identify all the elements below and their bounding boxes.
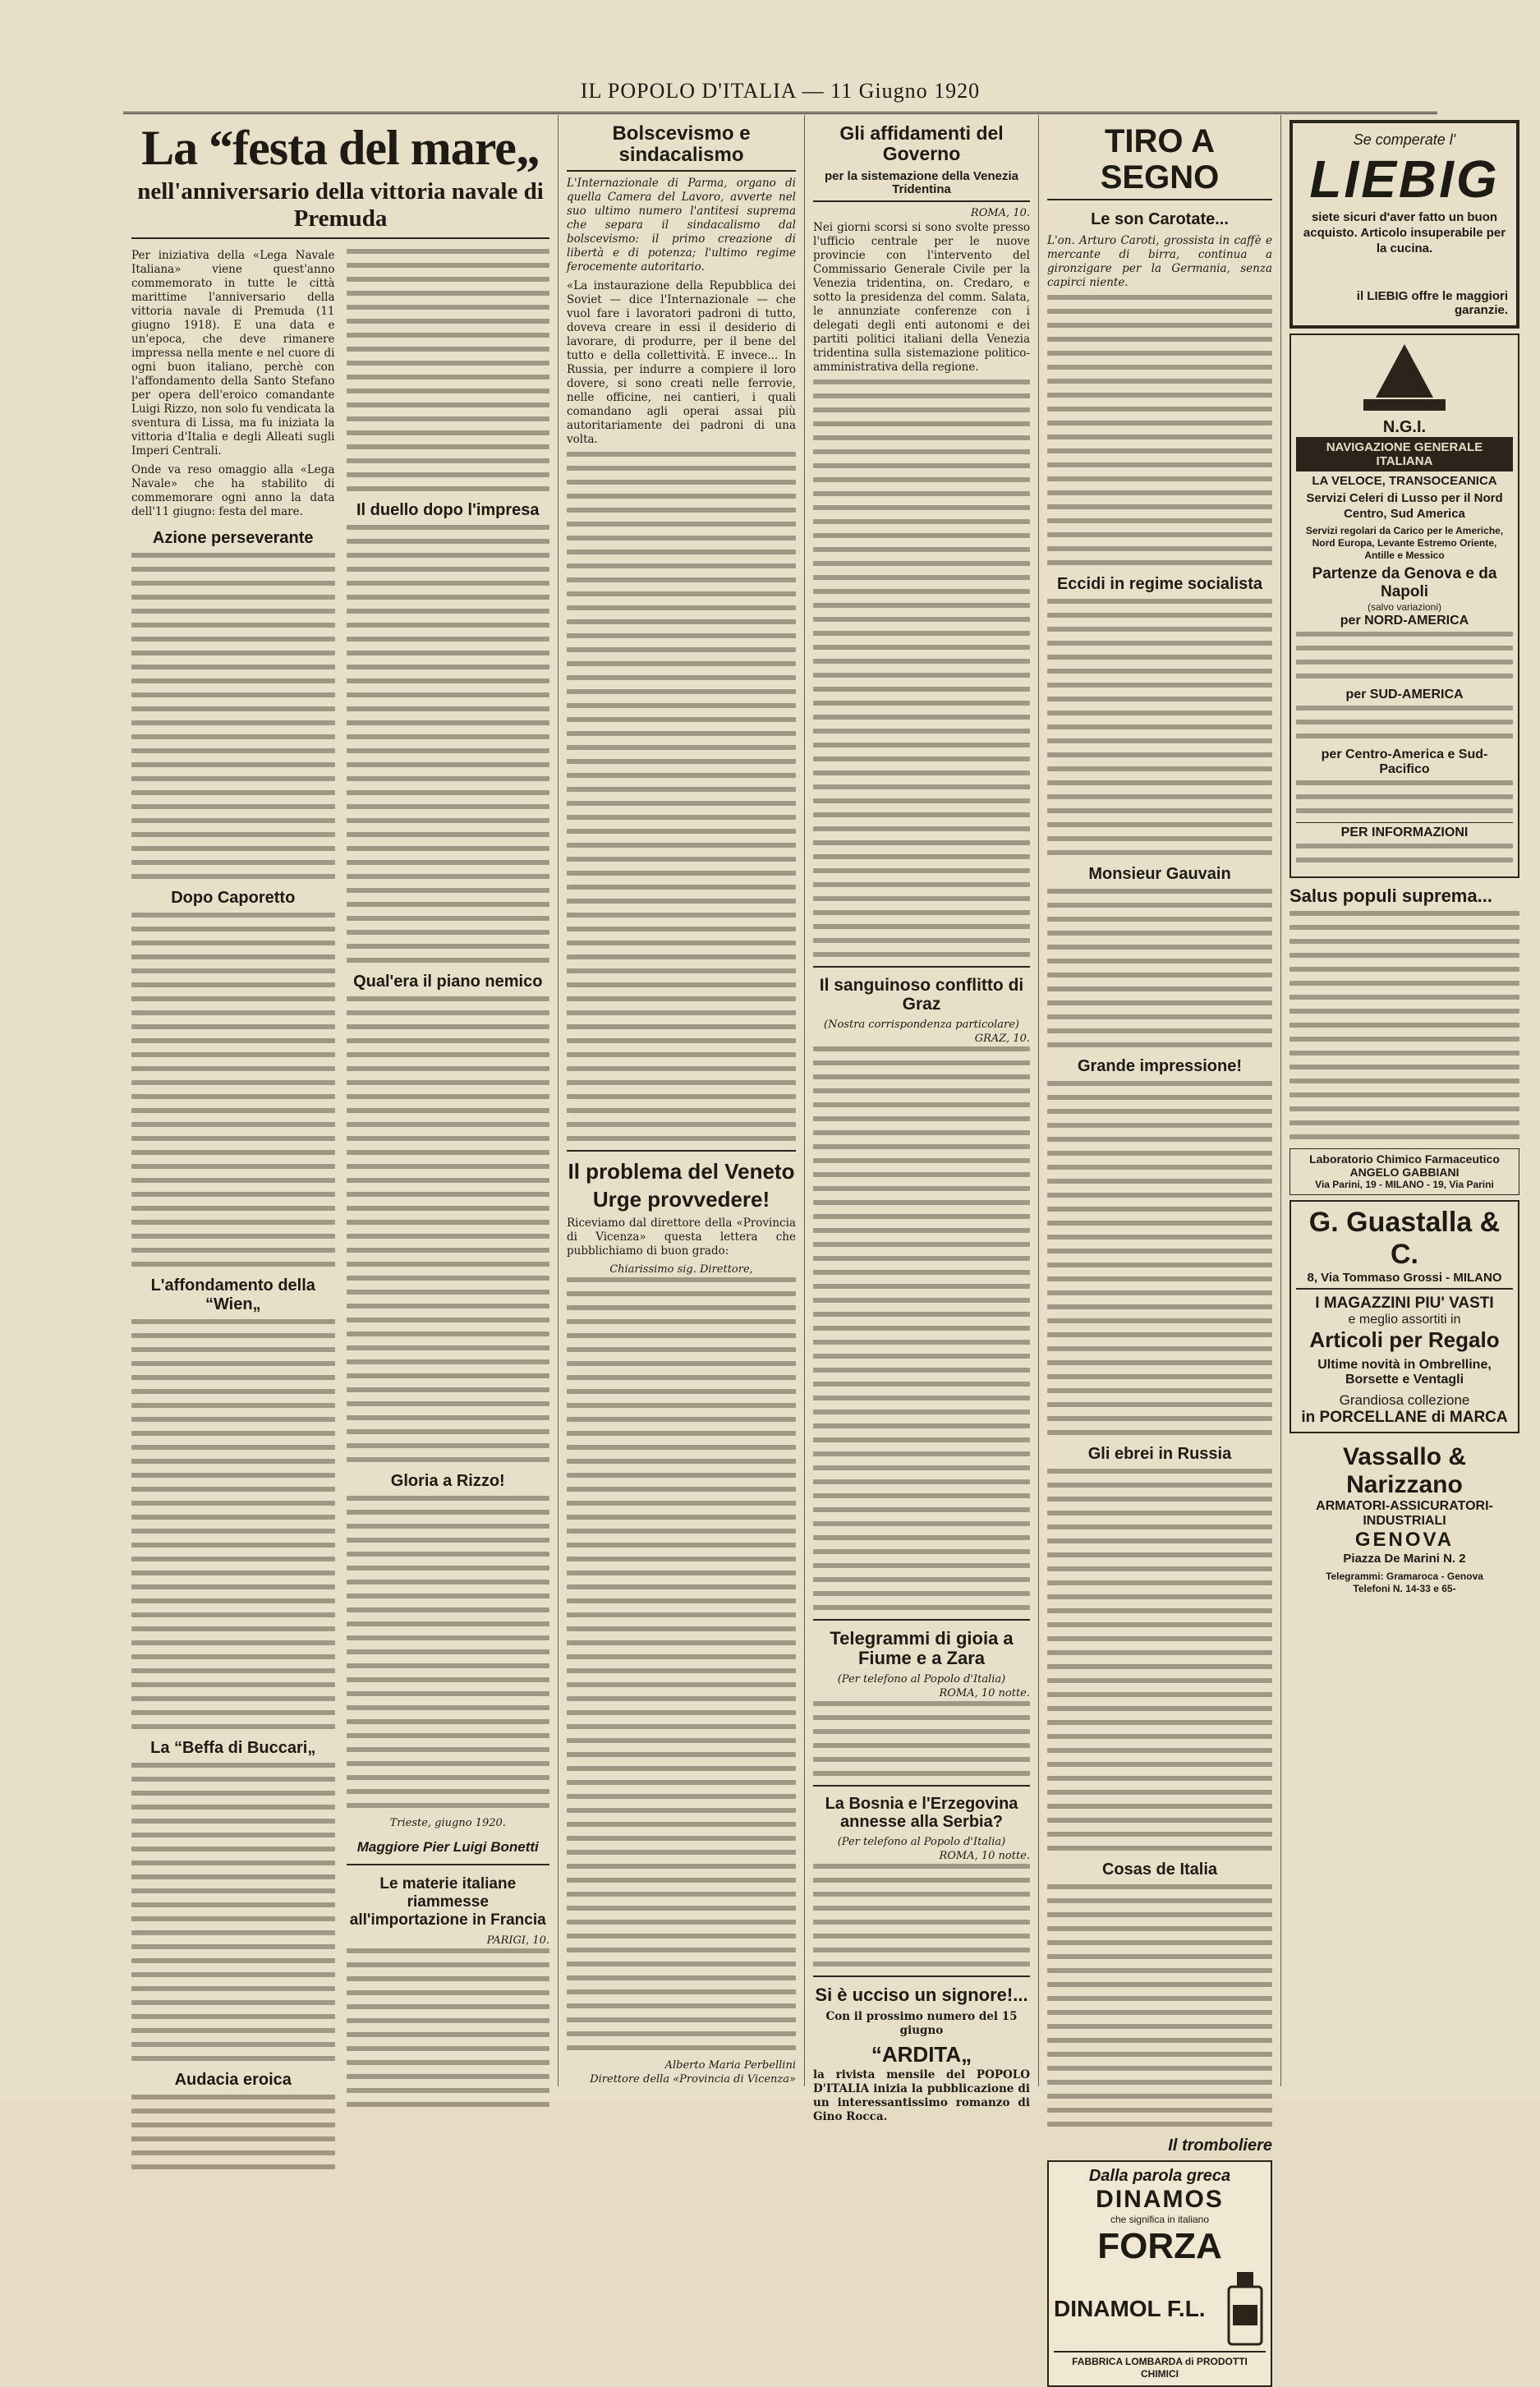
bottle-icon	[1225, 2272, 1266, 2346]
text-block	[347, 1496, 550, 1808]
article-premuda-body	[131, 249, 549, 2178]
ngi-nord-america: per NORD-AMERICA	[1340, 614, 1469, 628]
premuda-intro2: Onde va reso omaggio alla «Lega Navale» che ha stabilito di commemorare ogni anno la data dell'11 giugno: festa del mare.	[131, 463, 335, 518]
salus-title: Salus populi suprema...	[1289, 885, 1492, 906]
graz-dateline: GRAZ, 10.	[974, 1032, 1030, 1045]
guastalla-l2: e meglio assortiti in	[1348, 1313, 1461, 1327]
subheadline-urge-provvedere: Urge provvedere!	[592, 1187, 770, 1212]
section-piano-nemico: Qual'era il piano nemico	[353, 973, 543, 991]
dinamol-brand: DINAMOS	[1096, 2186, 1224, 2213]
liebig-text: siete sicuri d'aver fatto un buon acquisto. Articolo insuperabile per la cucina.	[1303, 210, 1506, 255]
carotate-body: L'on. Arturo Caroti, grossista in caffè e mercante di birra, continua a gironzigare per la Germania, senza capirci niente.	[1047, 234, 1272, 289]
gabbiani-lab: Laboratorio Chimico Farmaceutico	[1309, 1152, 1500, 1166]
text-block	[131, 1319, 335, 1729]
section-monsieur-gauvain: Monsieur Gauvain	[1088, 865, 1231, 883]
vassallo-name: Vassallo & Narizzano	[1342, 1443, 1467, 1499]
headline-si-e-ucciso: Si è ucciso un signore!...	[815, 1985, 1028, 2006]
ngi-service-2: Servizi regolari da Carico per le Americhe, Nord Europa, Levante Estremo Oriente, Antille e Messico	[1305, 525, 1504, 561]
text-block	[131, 553, 335, 879]
section-beffa-di-buccari: La “Beffa di Buccari„	[150, 1739, 316, 1757]
masthead: IL POPOLO D'ITALIA — 11 Giugno 1920	[123, 79, 1437, 114]
ngi-service-1: Servizi Celeri di Lusso per il Nord Centro, Sud America	[1306, 491, 1503, 521]
ngi-logo: N.G.I.	[1382, 418, 1427, 436]
text-block	[813, 1701, 1030, 1776]
ad-dinamol	[1047, 2160, 1272, 2387]
text-block	[813, 1864, 1030, 1966]
telegrammi-note: (Per telefono al Popolo d'Italia)	[837, 1673, 1006, 1686]
affidamenti-body: Nei giorni scorsi si sono svolte presso l'ufficio centrale per le nuove provincie con l'intervento del Commissario Generale Civile per la Venezia tridentina, on. Credaro, e sotto la presidenza del comm. Salata, le annunziate conferenze con i delegati degli enti autonomi e dei partiti politici italiani della Venezia tridentina sulla sistemazione politico-amministrativa della regione.	[813, 220, 1030, 374]
text-block	[567, 1277, 796, 2050]
telegrammi-dateline: ROMA, 10 notte.	[939, 1687, 1030, 1700]
ad-gabbiani	[1289, 1148, 1519, 1195]
column-advertising	[1281, 115, 1528, 2086]
column-affidamenti	[805, 115, 1039, 2123]
graz-note: (Nostra corrispondenza particolare)	[824, 1018, 1019, 1031]
column-bolscevismo	[559, 115, 805, 2086]
ngi-name: NAVIGAZIONE GENERALE ITALIANA	[1296, 437, 1513, 471]
section-audacia-eroica: Audacia eroica	[174, 2071, 292, 2089]
bosnia-dateline: ROMA, 10 notte.	[939, 1850, 1030, 1863]
text-block	[1047, 1884, 1272, 2127]
headline-conflitto-graz: Il sanguinoso conflitto di Graz	[819, 975, 1024, 1014]
bosnia-note: (Per telefono al Popolo d'Italia)	[837, 1836, 1006, 1849]
premuda-signature-place: Trieste, giugno 1920.	[389, 1817, 506, 1829]
dinamol-mid: che significa in italiano	[1110, 2214, 1210, 2225]
ngi-partenze-note: (salvo variazioni)	[1367, 601, 1442, 613]
text-block	[1047, 1469, 1272, 1851]
column-tiro-a-segno	[1039, 115, 1281, 2380]
ad-ngi	[1289, 333, 1519, 878]
ship-flag-icon	[1355, 340, 1454, 414]
premuda-intro: Per iniziativa della «Lega Navale Italiana» viene quest'anno commemorato in tutte le città marittime l'anniversario della vittoria navale di Premuda (11 giugno 1918). E una data e un'epoca, che deve rimanere impressa nella mente e nel cuore di ogni buon italiano, perchè con l'affondamento della Santo Stefano per opera dell'eroico comandante Luigi Rizzo, non solo fu vendicata la sventura di Lissa, ma fu iniziata la vittoria d'Italia e degli Alleati sugli Imperi Centrali.	[131, 249, 335, 458]
dinamol-top: Dalla parola greca	[1088, 2167, 1231, 2185]
bolscevismo-body: «La instaurazione della Repubblica dei Soviet — dice l'Internazionale — che vuol fare i lavoratori padroni di tutto, doveva creare in essi il desiderio di lavorare, di produrre, per il bene del tutto e della collettività. E invece... In Russia, per indurre a compiere il loro dovere, si sono creati nelle ferrovie, nelle officine, nei cantieri, i quali comandano agli operai assai più autoritariamente dei padroni di una volta.	[567, 278, 796, 446]
text-block	[131, 1763, 335, 2061]
headline-telegrammi-gioia: Telegrammi di gioia a Fiume e a Zara	[830, 1627, 1014, 1668]
guastalla-l3: Articoli per Regalo	[1309, 1327, 1500, 1353]
ardita-intro: Con il prossimo numero del 15 giugno	[825, 2010, 1018, 2038]
guastalla-l1: I MAGAZZINI PIU' VASTI	[1315, 1295, 1494, 1313]
dinamol-bottom: FABBRICA LOMBARDA di PRODOTTI CHIMICI	[1054, 2351, 1266, 2380]
text-block	[813, 1046, 1030, 1610]
ngi-partenze: Partenze da Genova e da Napoli	[1312, 565, 1497, 600]
headline-bolscevismo: Bolscevismo e sindacalismo	[567, 123, 796, 172]
guastalla-name: G. Guastalla & C.	[1308, 1207, 1501, 1271]
text-block	[347, 996, 550, 1462]
materie-dateline: PARIGI, 10.	[486, 1934, 549, 1947]
section-ebrei-in-russia: Gli ebrei in Russia	[1087, 1445, 1232, 1463]
section-grande-impressione: Grande impressione!	[1077, 1057, 1243, 1075]
gabbiani-name: ANGELO GABBIANI	[1349, 1166, 1460, 1180]
section-cosas-de-italia: Cosas de Italia	[1101, 1860, 1218, 1879]
section-gloria-a-rizzo: Gloria a Rizzo!	[390, 1472, 505, 1490]
liebig-brand: LIEBIG	[1309, 149, 1500, 209]
liebig-top: Se comperate l'	[1353, 131, 1456, 148]
ngi-sub: LA VELOCE, TRANSOCEANICA	[1312, 474, 1497, 488]
subheadline-venezia-tridentina: per la sistemazione della Venezia Tridentina	[813, 170, 1030, 202]
section-affondamento-wien: L'affondamento della “Wien„	[150, 1276, 315, 1313]
veneto-salute: Chiarissimo sig. Direttore,	[609, 1262, 753, 1276]
headline-bosnia-erzegovina: La Bosnia e l'Erzegovina annesse alla Serbia?	[825, 1795, 1018, 1832]
text-block	[1047, 599, 1272, 855]
dinamol-forza: FORZA	[1097, 2226, 1222, 2266]
vassallo-sub: ARMATORI-ASSICURATORI-INDUSTRIALI	[1316, 1499, 1493, 1529]
veneto-signature-role: Direttore della «Provincia di Vicenza»	[590, 2072, 796, 2086]
premuda-subcol-left	[131, 249, 335, 2178]
section-son-carotate: Le son Carotate...	[1091, 210, 1229, 228]
guastalla-l6: in PORCELLANE di MARCA	[1301, 1409, 1508, 1427]
ad-liebig	[1289, 120, 1519, 329]
headline-festa-del-mare: La “festa del mare„	[141, 121, 540, 175]
subheadline-premuda: nell'anniversario della vittoria navale di Premuda	[131, 178, 549, 239]
ad-vassallo	[1289, 1438, 1519, 1600]
text-block	[347, 249, 550, 491]
text-block	[347, 525, 550, 963]
section-duello-dopo-impresa: Il duello dopo l'impresa	[356, 501, 540, 519]
premuda-author: Maggiore Pier Luigi Bonetti	[356, 1839, 539, 1855]
ardita-body: la rivista mensile del POPOLO D'ITALIA inizia la pubblicazione di un interessantissimo romanzo di Gino Rocca.	[813, 2067, 1030, 2123]
liebig-bottom: il LIEBIG offre le maggiori garanzie.	[1356, 289, 1508, 317]
text-block	[813, 379, 1030, 957]
vassallo-addr: Piazza De Marini N. 2	[1343, 1552, 1466, 1566]
dinamol-product: DINAMOL F.L.	[1054, 2296, 1206, 2321]
text-block	[347, 1948, 550, 2107]
ardita-brand: “ARDITA„	[871, 2042, 972, 2067]
guastalla-l5: Grandiosa collezione	[1339, 1392, 1470, 1409]
ngi-centro-america: per Centro-America e Sud-Pacifico	[1321, 747, 1488, 776]
text-block	[131, 913, 335, 1267]
premuda-subcol-right	[347, 249, 550, 2178]
headline-problema-veneto: Il problema del Veneto	[568, 1158, 795, 1184]
section-dopo-caporetto: Dopo Caporetto	[171, 889, 296, 907]
text-block	[567, 452, 796, 1141]
veneto-signature: Alberto Maria Perbellini	[664, 2058, 796, 2072]
text-block	[1289, 911, 1519, 1139]
column-premuda	[123, 115, 559, 2089]
section-eccidi-regime-socialista: Eccidi in regime socialista	[1056, 575, 1263, 593]
vassallo-city: GENOVA	[1354, 1529, 1455, 1552]
veneto-intro: Riceviamo dal direttore della «Provincia di Vicenza» questa lettera che pubblichiamo di buon grado:	[567, 1216, 796, 1258]
headline-affidamenti: Gli affidamenti del Governo	[839, 122, 1004, 165]
tiro-signature: Il tromboliere	[1168, 2136, 1272, 2155]
vassallo-telegrammi: Telegrammi: Gramaroca - Genova	[1326, 1571, 1483, 1583]
text-block	[1047, 295, 1272, 565]
guastalla-addr: 8, Via Tommaso Grossi - MILANO	[1296, 1271, 1513, 1290]
text-block	[1047, 1081, 1272, 1435]
ngi-info: PER INFORMAZIONI	[1296, 822, 1513, 840]
affidamenti-dateline: ROMA, 10.	[970, 206, 1030, 219]
section-azione-perseverante: Azione perseverante	[152, 529, 314, 547]
bolscevismo-intro: L'Internazionale di Parma, organo di quella Camera del Lavoro, avverte nel suo ultimo numero l'antitesi suprema che separa il sindacalismo dal bolscevismo: il primo creazione di libertà e di potenza; l'ultimo regime ferocemente autoritario.	[567, 176, 796, 274]
ad-guastalla	[1289, 1200, 1519, 1433]
headline-tiro-a-segno: TIRO A SEGNO	[1047, 123, 1272, 200]
vassallo-telefoni: Telefoni N. 14-33 e 65-	[1353, 1583, 1456, 1595]
ngi-sud-america: per SUD-AMERICA	[1345, 688, 1464, 701]
guastalla-l4: Ultime novità in Ombrelline, Borsette e Ventagli	[1317, 1358, 1492, 1387]
gabbiani-addr: Via Parini, 19 - MILANO - 19, Via Parini	[1315, 1179, 1494, 1191]
text-block	[131, 2095, 335, 2169]
text-block	[1047, 889, 1272, 1047]
section-materie-italiane: Le materie italiane riammesse all'importazione in Francia	[349, 1875, 546, 1929]
